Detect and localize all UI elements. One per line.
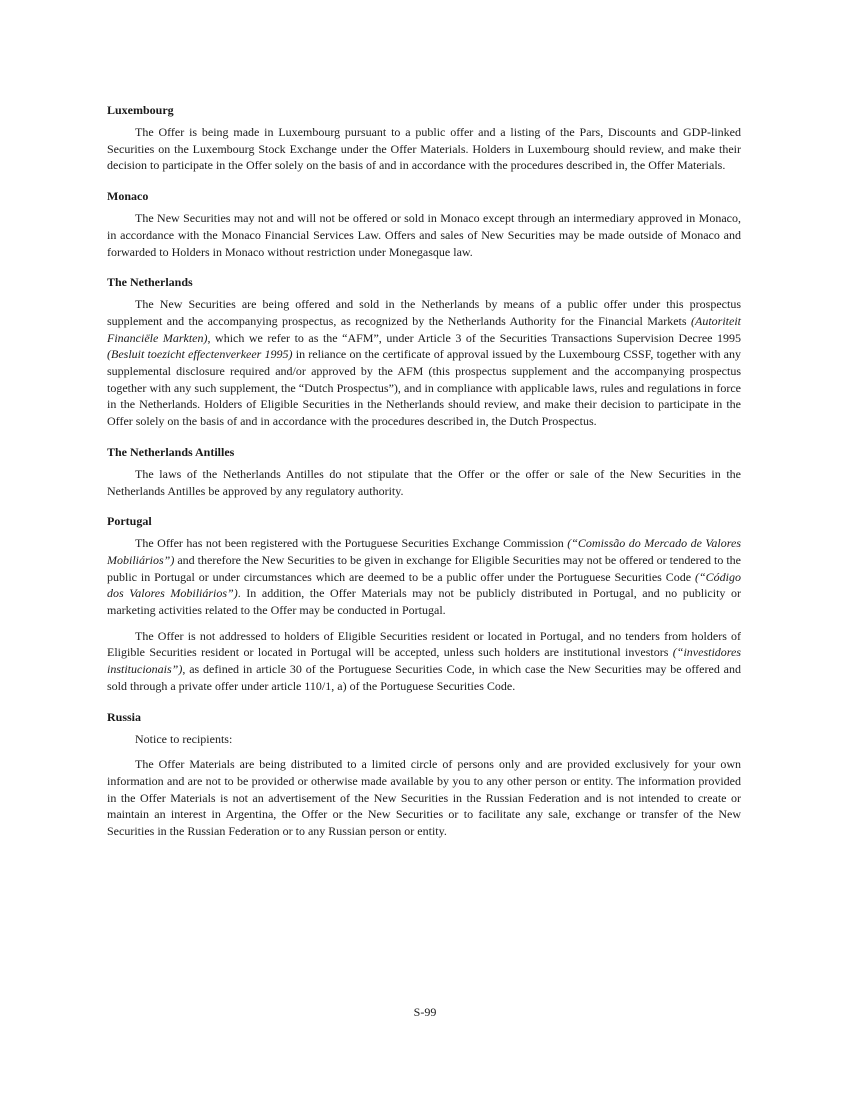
section-heading: The Netherlands [107,275,193,290]
page-number: S-99 [413,1005,437,1019]
text-run: , which we refer to as the “AFM”, under Article 3 of the Securities Transactions Supervision Decree 1995 [207,330,741,345]
text-run: The New Securities may not and will not be offered or sold in Monaco except through an intermediary approved in Monaco, in accordance with the Monaco Financial Services Law. Offers and sales of New Securities may be made outside of Monaco and forwarded to Holders in Monaco without restriction under Monegasque law. [107,211,741,259]
italic-text: (“Comissão do Mercado de Valores Mobiliários”) [107,536,741,567]
section-heading: Portugal [107,514,152,529]
section-heading: The Netherlands Antilles [107,444,235,459]
text-run: , as defined in article 30 of the Portuguese Securities Code, in which case the New Securities may be offered and sold through a private offer under article 110/1, a) of the Portuguese Securities Code. [107,662,741,693]
paragraph [107,296,741,430]
italic-text: (Autoriteit Financiële Markten) [107,313,741,345]
page-content [107,102,741,854]
paragraph [107,628,741,695]
section-the-netherlands-antilles [107,444,741,499]
italic-text: (Besluit toezicht effectenverkeer 1995) [107,347,293,362]
section-russia [107,709,741,840]
section-the-netherlands [107,274,741,430]
text-run: in reliance on the certificate of approval issued by the Luxembourg CSSF, together with any supplemental disclosure required and/or approved by the AFM (this prospectus supplement and the accompanying prospectus together with any such supplement, the “Dutch Prospectus”), and in compliance with applicable laws, rules and regulations in force in the Netherlands. Holders of Eligible Securities in the Netherlands should review, and make their decision to participate in the Offer solely on the basis of and in accordance with the procedures described in, the Dutch Prospectus. [107,347,742,429]
italic-text: (“investidores institucionais”) [107,645,741,677]
text-run: The Offer is not addressed to holders of Eligible Securities resident or located in Portugal, and no tenders from holders of Eligible Securities resident or located in Portugal will be accepted, unless such holders are institutional investors [107,628,741,660]
paragraph [107,210,741,260]
text-run: . In addition, the Offer Materials may not be publicly distributed in Portugal, and no publicity or marketing activities related to the Offer may be conducted in Portugal. [107,586,741,618]
section-heading: Monaco [107,189,149,204]
paragraph [107,535,741,619]
text-run: The laws of the Netherlands Antilles do not stipulate that the Offer or the offer or sale of the New Securities in the Netherlands Antilles be approved by any regulatory authority. [107,466,741,498]
italic-text: (“Código dos Valores Mobiliários”) [107,569,741,601]
text-run: Notice to recipients: [135,731,233,746]
paragraph [107,731,741,748]
section-portugal [107,513,741,694]
section-heading: Russia [107,709,142,724]
section-monaco [107,188,741,260]
paragraph [107,124,741,174]
section-heading: Luxembourg [107,103,174,117]
text-run: The Offer has not been registered with the Portuguese Securities Exchange Commission [135,536,568,551]
paragraph [107,756,741,840]
text-run: and therefore the New Securities to be given in exchange for Eligible Securities may not be offered or tendered to the public in Portugal or under circumstances which are deemed to be a public offer under the Portuguese Securities Code [107,552,741,584]
section-luxembourg [107,102,741,174]
paragraph [107,466,741,499]
text-run: The Offer is being made in Luxembourg pursuant to a public offer and a listing of the Pars, Discounts and GDP-linked Securities on the Luxembourg Stock Exchange under the Offer Materials. Holders in Luxembourg should review, and make their decision to participate in the Offer solely on the basis of and in accordance with the procedures described in, the Offer Materials. [107,125,741,173]
text-run: The New Securities are being offered and sold in the Netherlands by means of a public offer under this prospectus supplement and the accompanying prospectus, as recognized by the Netherlands Authority for the Financial Markets [107,297,741,328]
text-run: The Offer Materials are being distributed to a limited circle of persons only and are provided exclusively for your own information and are not to be provided or otherwise made available by you to any other person or entity. The information provided in the Offer Materials is not an advertisement of the New Securities in the Russian Federation and is not intended to create or maintain an interest in Argentina, the Offer or the New Securities or to facilitate any sale, exchange or transfer of the New Securities in the Russian Federation or to any Russian person or entity. [107,757,741,839]
